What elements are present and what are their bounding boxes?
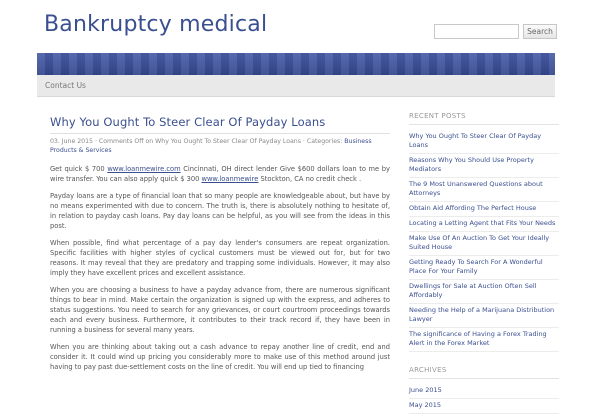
main-content — [50, 115, 390, 379]
recent-post-link[interactable]: The significance of Having a Forex Trading Alert in the Forex Market — [409, 328, 559, 352]
sidebar — [409, 112, 559, 414]
search-input[interactable] — [434, 24, 519, 39]
main-nav — [37, 75, 555, 97]
post-paragraph: When possible, find what percentage of a pay day lender's consumers are repeat organization. Specific facilities with higher styles of cyclical customers must be viewed out for, but for two reasons. It may reveal that they are predatory and trapping some individuals. However, it may also imply they have excellent prices and excellent assistance. — [50, 239, 390, 278]
paragraph-text: Cincinnati, OH direct lender Give $600 dollars loan to me by wire transfer. You can also apply quick $ 300 — [50, 165, 390, 184]
meta-separator: · — [93, 138, 99, 145]
recent-post-link[interactable]: Dwellings for Sale at Auction Often Sell Affordably — [409, 280, 559, 304]
recent-post-link[interactable]: Reasons Why You Should Use Property Mediators — [409, 154, 559, 178]
meta-categories-label: · Categories: — [300, 138, 345, 145]
search-form — [434, 24, 557, 39]
archives-list — [409, 384, 559, 414]
loanmewire-link[interactable]: www.loanmewire.com — [107, 165, 181, 174]
archive-link[interactable]: June 2015 — [409, 384, 559, 399]
archive-link[interactable]: May 2015 — [409, 399, 559, 414]
post-date: 03. June 2015 — [50, 138, 93, 145]
site-title[interactable]: Bankruptcy medical — [44, 12, 268, 37]
recent-post-link[interactable]: Obtain Aid Affording The Perfect House — [409, 202, 559, 217]
recent-post-link[interactable]: Getting Ready To Search For A Wonderful Place For Your Family — [409, 256, 559, 280]
post-paragraph — [50, 164, 390, 184]
recent-post-link[interactable]: Locating a Letting Agent that Fits Your Needs — [409, 217, 559, 232]
nav-item-contact-us[interactable]: Contact Us — [45, 81, 86, 90]
post-paragraph: Payday loans are a type of financial loan that so many people are knowledgeable about, but have by no means experimented with due to concern. The truth is, there is absolutely nothing to hesitate of, in relation to payday cash loans. Pay day loans can be helpful, as you will see from the ideas in this post. — [50, 192, 390, 231]
recent-post-link[interactable]: Make Use Of An Auction To Get Your Ideally Suited House — [409, 232, 559, 256]
post-entry — [50, 164, 390, 372]
paragraph-text: Get quick $ 700 — [50, 165, 108, 174]
header-banner — [37, 53, 555, 75]
post-meta — [50, 133, 390, 155]
archives-heading: ARCHIVES — [409, 366, 559, 379]
loanmewire-link-2[interactable]: www.loanmewire — [201, 175, 259, 184]
post-paragraph: When you are thinking about taking out a cash advance to repay another line of credit, end and consider it. It could wind up pricing you considerably more to make use of this method around just having to pay past due-settlement costs on the line of credit. You will end up tied to financing — [50, 343, 390, 372]
post-title[interactable]: Why You Ought To Steer Clear Of Payday Loans — [50, 115, 326, 129]
recent-post-link[interactable]: The 9 Most Unanswered Questions about Attorneys — [409, 178, 559, 202]
post-paragraph: When you are choosing a business to have a payday advance from, there are numerous significant things to bear in mind. Make certain the organization is signed up with the express, and adheres to status suggestions. You need to search for any grievances, or court courtroom proceedings towards each and every business. Furthermore, it contributes to their track record if, they have been in running a business for several many years. — [50, 286, 390, 335]
recent-post-link[interactable]: Needing the Help of a Marijuana Distribution Lawyer — [409, 304, 559, 328]
paragraph-text: Stockton, CA no credit check . — [258, 175, 362, 184]
search-button[interactable]: Search — [523, 24, 557, 39]
post-comments: Comments Off on Why You Ought To Steer Clear Of Payday Loans — [98, 138, 301, 145]
recent-posts-list — [409, 130, 559, 352]
recent-post-link[interactable]: Why You Ought To Steer Clear Of Payday Loans — [409, 130, 559, 154]
recent-posts-heading: RECENT POSTS — [409, 112, 559, 125]
post-category-link[interactable]: Business Products & Services — [50, 138, 372, 154]
